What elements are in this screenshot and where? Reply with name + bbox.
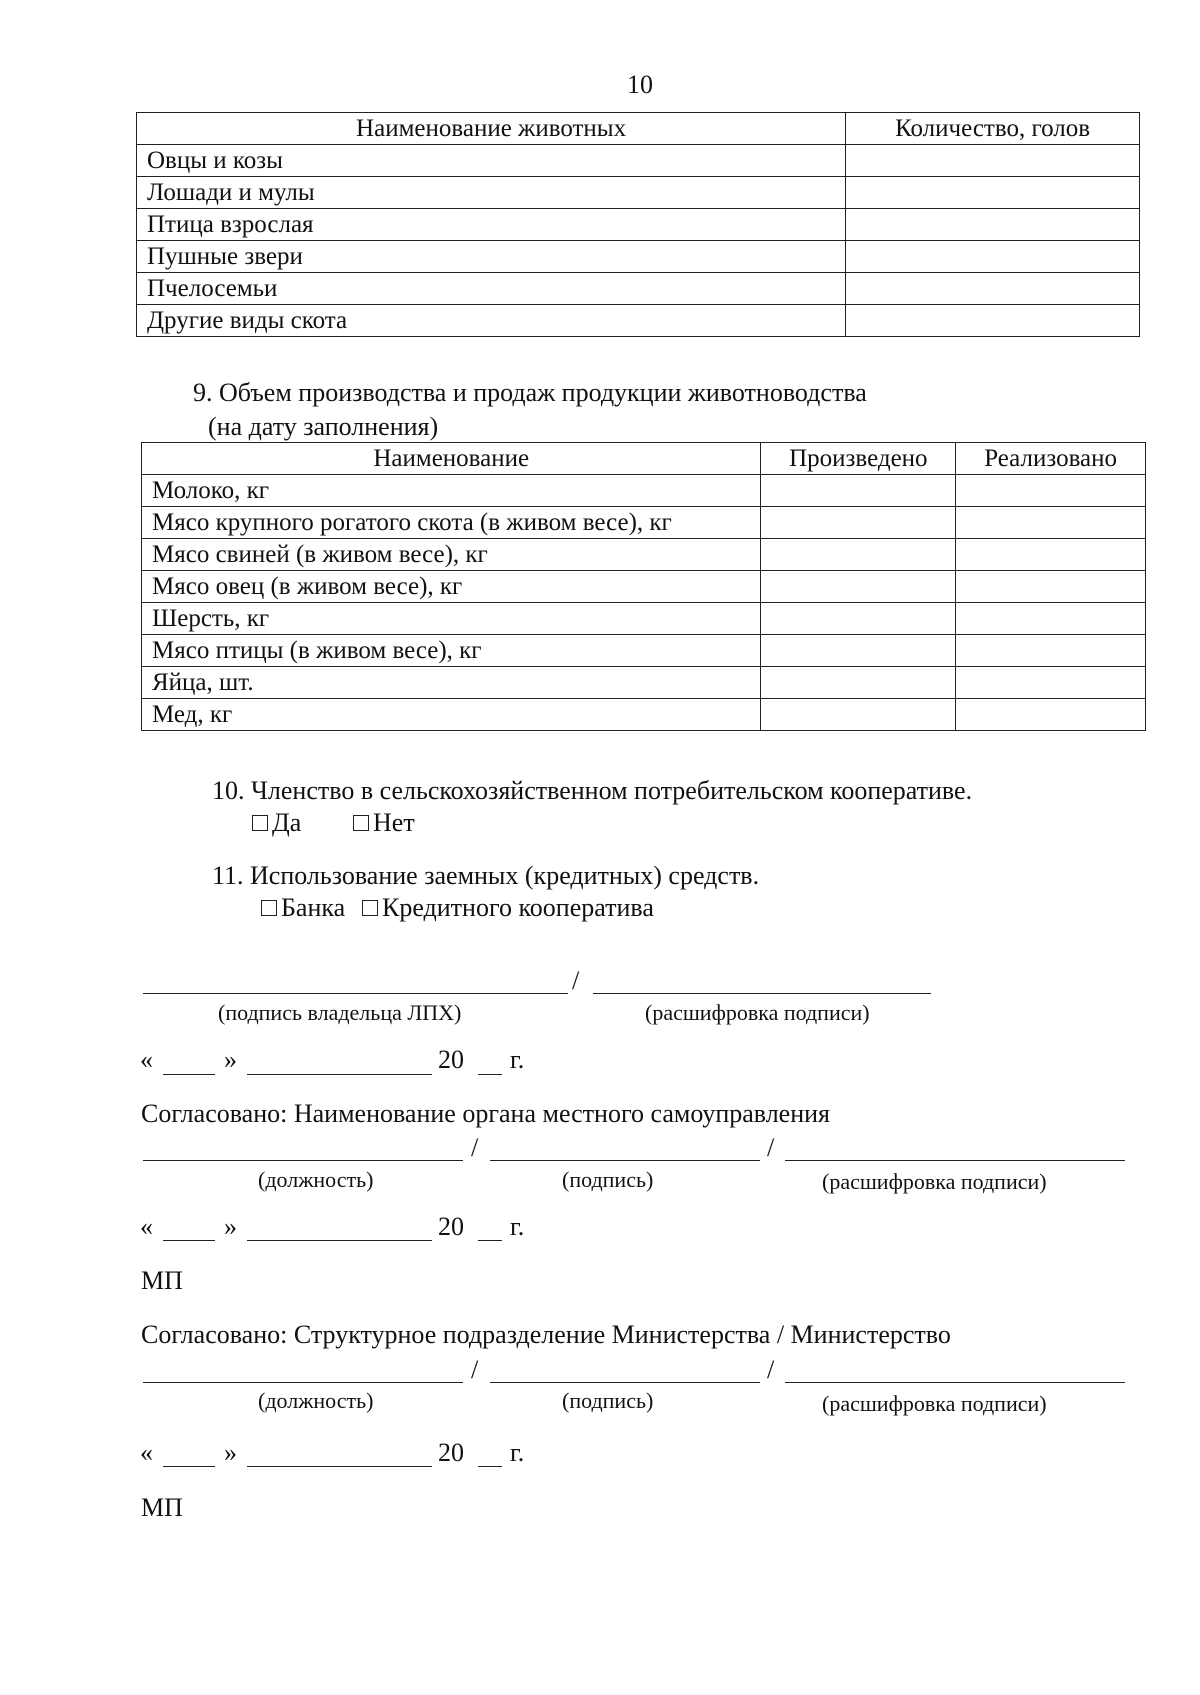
date-close-quote: » — [224, 1438, 237, 1467]
production-table — [141, 442, 1146, 731]
table-row — [137, 273, 1140, 305]
date-year-prefix: 20 — [438, 1212, 464, 1241]
checkbox-credit-coop[interactable] — [362, 900, 378, 916]
row-label: Другие виды скота — [137, 305, 846, 337]
date-year-suffix: г. — [510, 1438, 525, 1467]
date-year-field[interactable] — [478, 1240, 502, 1241]
sold-cell[interactable] — [956, 475, 1146, 507]
section-9-title: 9. Объем производства и продаж продукции животноводства — [193, 378, 867, 407]
owner-signature-label: (подпись владельца ЛПХ) — [218, 1000, 462, 1025]
row-label: Мед, кг — [142, 699, 761, 731]
date-year-suffix: г. — [510, 1045, 525, 1074]
produced-cell[interactable] — [761, 667, 956, 699]
approval-local-decoding-line[interactable] — [785, 1160, 1125, 1161]
head-count-cell[interactable] — [846, 177, 1140, 209]
owner-signature-line[interactable] — [143, 993, 568, 994]
stamp-placeholder: МП — [141, 1266, 183, 1295]
row-label: Мясо свиней (в живом весе), кг — [142, 539, 761, 571]
date-month-field[interactable] — [247, 1240, 432, 1241]
animals-table — [136, 112, 1140, 337]
approval-local-signature-label: (подпись) — [562, 1167, 654, 1192]
option-credit-coop-label: Кредитного кооператива — [382, 893, 654, 922]
row-label: Птица взрослая — [137, 209, 846, 241]
row-label: Молоко, кг — [142, 475, 761, 507]
table-row — [142, 667, 1146, 699]
column-header-head-count: Количество, голов — [846, 113, 1140, 145]
approval-local-position-label: (должность) — [258, 1167, 374, 1192]
row-label: Лошади и мулы — [137, 177, 846, 209]
approval-ministry-decoding-label: (расшифровка подписи) — [822, 1391, 1047, 1416]
owner-decoding-label: (расшифровка подписи) — [645, 1000, 870, 1025]
date-year-field[interactable] — [478, 1074, 502, 1075]
date-day-field[interactable] — [163, 1466, 215, 1467]
table-row — [142, 571, 1146, 603]
table-row — [142, 507, 1146, 539]
option-bank[interactable] — [261, 893, 345, 923]
option-yes[interactable] — [252, 808, 301, 838]
produced-cell[interactable] — [761, 475, 956, 507]
signature-separator: / — [572, 966, 580, 995]
head-count-cell[interactable] — [846, 305, 1140, 337]
produced-cell[interactable] — [761, 539, 956, 571]
table-row — [142, 635, 1146, 667]
option-yes-label: Да — [272, 808, 302, 837]
date-year-field[interactable] — [478, 1466, 502, 1467]
date-day-field[interactable] — [163, 1240, 215, 1241]
section-11-title: 11. Использование заемных (кредитных) средств. — [212, 861, 760, 890]
approval-ministry-position-label: (должность) — [258, 1388, 374, 1413]
approval-local-decoding-label: (расшифровка подписи) — [822, 1169, 1047, 1194]
separator: / — [471, 1355, 479, 1384]
date-year-suffix: г. — [510, 1212, 525, 1241]
row-label: Яйца, шт. — [142, 667, 761, 699]
option-credit-coop[interactable] — [362, 893, 654, 923]
page-number: 10 — [627, 70, 653, 99]
row-label: Мясо овец (в живом весе), кг — [142, 571, 761, 603]
row-label: Пушные звери — [137, 241, 846, 273]
approval-ministry-signature-line[interactable] — [490, 1382, 760, 1383]
approval-ministry-position-line[interactable] — [143, 1382, 463, 1383]
table-row — [137, 241, 1140, 273]
column-header-animal-name: Наименование животных — [137, 113, 846, 145]
head-count-cell[interactable] — [846, 145, 1140, 177]
stamp-placeholder: МП — [141, 1493, 183, 1522]
sold-cell[interactable] — [956, 603, 1146, 635]
separator: / — [471, 1133, 479, 1162]
table-row — [137, 177, 1140, 209]
table-row — [142, 603, 1146, 635]
checkbox-no[interactable] — [353, 815, 369, 831]
produced-cell[interactable] — [761, 603, 956, 635]
approval-ministry-decoding-line[interactable] — [785, 1382, 1125, 1383]
date-year-prefix: 20 — [438, 1438, 464, 1467]
section-10-title: 10. Членство в сельскохозяйственном потребительском кооперативе. — [212, 776, 973, 805]
approval-ministry-signature-label: (подпись) — [562, 1388, 654, 1413]
table-row — [137, 145, 1140, 177]
separator: / — [767, 1133, 775, 1162]
table-row — [137, 209, 1140, 241]
row-label: Пчелосемьи — [137, 273, 846, 305]
column-header-sold: Реализовано — [956, 443, 1146, 475]
table-row — [142, 539, 1146, 571]
date-open-quote: « — [140, 1212, 153, 1241]
table-header-row — [137, 113, 1140, 145]
date-month-field[interactable] — [247, 1074, 432, 1075]
date-open-quote: « — [140, 1045, 153, 1074]
date-close-quote: » — [224, 1212, 237, 1241]
date-year-prefix: 20 — [438, 1045, 464, 1074]
date-close-quote: » — [224, 1045, 237, 1074]
sold-cell[interactable] — [956, 539, 1146, 571]
row-label: Мясо крупного рогатого скота (в живом весе), кг — [142, 507, 761, 539]
sold-cell[interactable] — [956, 699, 1146, 731]
table-row — [142, 699, 1146, 731]
approval-ministry-text: Согласовано: Структурное подразделение Министерства / Министерство — [141, 1320, 951, 1349]
date-open-quote: « — [140, 1438, 153, 1467]
table-row — [142, 475, 1146, 507]
approval-local-text: Согласовано: Наименование органа местного самоуправления — [141, 1099, 831, 1128]
checkbox-bank[interactable] — [261, 900, 277, 916]
table-header-row — [142, 443, 1146, 475]
option-bank-label: Банка — [281, 893, 346, 922]
date-day-field[interactable] — [163, 1074, 215, 1075]
option-no[interactable] — [353, 808, 415, 838]
separator: / — [767, 1355, 775, 1384]
approval-local-position-line[interactable] — [143, 1160, 463, 1161]
approval-local-signature-line[interactable] — [490, 1160, 760, 1161]
row-label: Мясо птицы (в живом весе), кг — [142, 635, 761, 667]
head-count-cell[interactable] — [846, 241, 1140, 273]
section-9-subtitle: (на дату заполнения) — [208, 412, 439, 441]
table-row — [137, 305, 1140, 337]
column-header-produced: Произведено — [761, 443, 956, 475]
sold-cell[interactable] — [956, 571, 1146, 603]
column-header-name: Наименование — [142, 443, 761, 475]
head-count-cell[interactable] — [846, 209, 1140, 241]
produced-cell[interactable] — [761, 507, 956, 539]
checkbox-yes[interactable] — [252, 815, 268, 831]
row-label: Шерсть, кг — [142, 603, 761, 635]
produced-cell[interactable] — [761, 635, 956, 667]
sold-cell[interactable] — [956, 635, 1146, 667]
row-label: Овцы и козы — [137, 145, 846, 177]
head-count-cell[interactable] — [846, 273, 1140, 305]
date-month-field[interactable] — [247, 1466, 432, 1467]
sold-cell[interactable] — [956, 507, 1146, 539]
sold-cell[interactable] — [956, 667, 1146, 699]
produced-cell[interactable] — [761, 699, 956, 731]
produced-cell[interactable] — [761, 571, 956, 603]
option-no-label: Нет — [373, 808, 415, 837]
owner-signature-decoding-line[interactable] — [593, 993, 931, 994]
